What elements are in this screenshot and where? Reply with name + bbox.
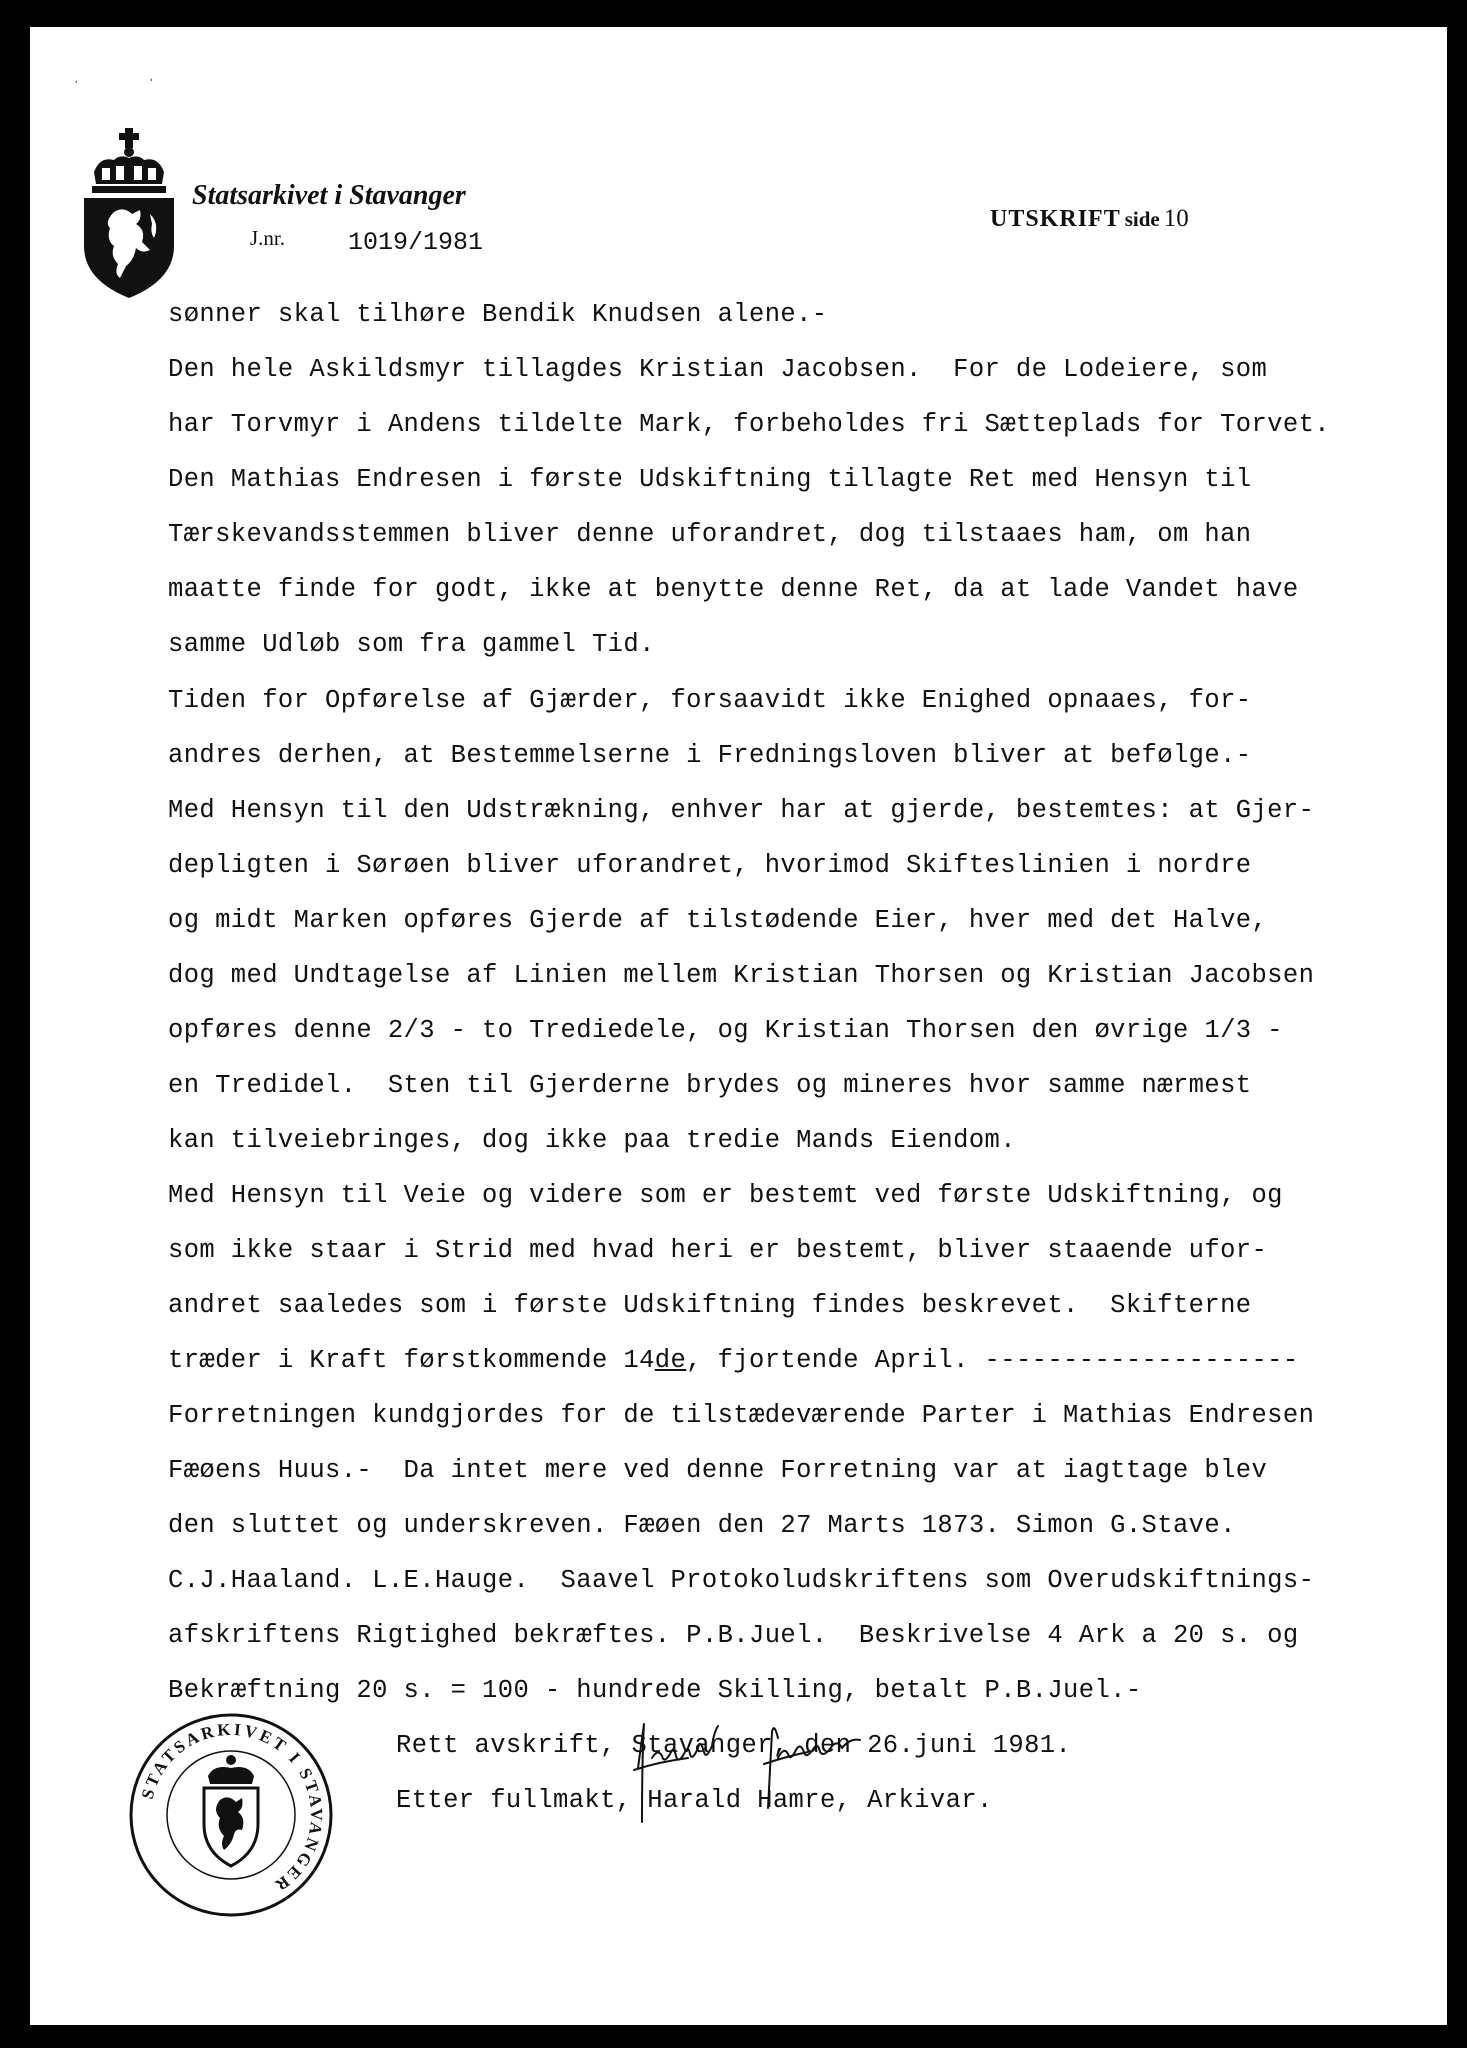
certification-line: Rett avskrift, Stavanger, den 26.juni 1981.	[396, 1731, 1072, 1760]
text-line: Med Hensyn til Veie og videre som er bestemt ved første Udskiftning, og	[168, 1181, 1283, 1210]
archive-stamp	[128, 1712, 334, 1918]
text-line: afskriftens Rigtighed bekræftes. P.B.Juel. Beskrivelse 4 Ark a 20 s. og	[168, 1621, 1299, 1650]
journal-number-label: J.nr.	[250, 226, 286, 250]
text-line: dog med Undtagelse af Linien mellem Kristian Thorsen og Kristian Jacobsen	[168, 961, 1315, 990]
text-line: Den hele Askildsmyr tillagdes Kristian Jacobsen. For de Lodeiere, som	[168, 355, 1268, 384]
speck-mark: ˈ	[72, 80, 81, 96]
text-line: andres derhen, at Bestemmelserne i Fredningsloven bliver at befølge.-	[168, 741, 1252, 770]
text-line	[168, 1346, 1299, 1375]
text-line: har Torvmyr i Andens tildelte Mark, forbeholdes fri Sætteplads for Torvet.	[168, 410, 1330, 439]
text-line: Fæøens Huus.- Da intet mere ved denne Forretning var at iagttage blev	[168, 1456, 1268, 1485]
page-number: 10	[1163, 205, 1189, 232]
coat-of-arms-icon	[80, 128, 178, 300]
text-line: maatte finde for godt, ikke at benytte denne Ret, da at lade Vandet have	[168, 575, 1299, 604]
signatory-line: Etter fullmakt, Harald Hamre, Arkivar.	[396, 1786, 993, 1815]
text-fragment: træder i Kraft førstkommende 14	[168, 1346, 655, 1375]
text-line: samme Udløb som fra gammel Tid.	[168, 630, 655, 659]
text-line: andret saaledes som i første Udskiftning findes beskrevet. Skifterne	[168, 1291, 1252, 1320]
text-line: Forretningen kundgjordes for de tilstædeværende Parter i Mathias Endresen	[168, 1401, 1315, 1430]
side-label: side	[1124, 207, 1160, 231]
text-line: opføres denne 2/3 - to Trediedele, og Kristian Thorsen den øvrige 1/3 -	[168, 1016, 1283, 1045]
utskrift-label: UTSKRIFT	[990, 206, 1121, 232]
text-line: Bekræftning 20 s. = 100 - hundrede Skilling, betalt P.B.Juel.-	[168, 1676, 1142, 1705]
underlined-suffix: de	[654, 1346, 687, 1375]
text-line: sønner skal tilhøre Bendik Knudsen alene.-	[168, 300, 828, 329]
text-line: som ikke staar i Strid med hvad heri er bestemt, bliver staaende ufor-	[168, 1236, 1268, 1265]
text-line: den sluttet og underskreven. Fæøen den 27 Marts 1873. Simon G.Stave.	[168, 1511, 1236, 1540]
text-line: C.J.Haaland. L.E.Hauge. Saavel Protokoludskriftens som Overudskiftnings-	[168, 1566, 1315, 1595]
page-heading	[990, 205, 1189, 233]
text-line: Tiden for Opførelse af Gjærder, forsaavidt ikke Enighed opnaaes, for-	[168, 686, 1252, 715]
text-line: en Tredidel. Sten til Gjerderne brydes og mineres hvor samme nærmest	[168, 1071, 1252, 1100]
text-line: kan tilveiebringes, dog ikke paa tredie Mands Eiendom.	[168, 1126, 1016, 1155]
stamp-crest-icon	[204, 1755, 258, 1866]
stamp-text: STATSARKIVET I STAVANGER	[137, 1719, 327, 1897]
text-line: Den Mathias Endresen i første Udskiftning tillagte Ret med Hensyn til	[168, 465, 1252, 494]
speck-mark: ˈ	[147, 78, 156, 94]
organization-name: Statsarkivet i Stavanger	[192, 180, 466, 211]
text-line: og midt Marken opføres Gjerde af tilstødende Eier, hver med det Halve,	[168, 906, 1268, 935]
text-fragment: , fjortende April. --------------------	[686, 1346, 1299, 1375]
journal-number: 1019/1981	[348, 228, 484, 257]
text-line: Tærskevandsstemmen bliver denne uforandret, dog tilstaaes ham, om han	[168, 520, 1252, 549]
text-line: Med Hensyn til den Udstrækning, enhver har at gjerde, bestemtes: at Gjer-	[168, 796, 1315, 825]
text-line: depligten i Sørøen bliver uforandret, hvorimod Skifteslinien i nordre	[168, 851, 1252, 880]
handwritten-signature	[628, 1718, 878, 1828]
